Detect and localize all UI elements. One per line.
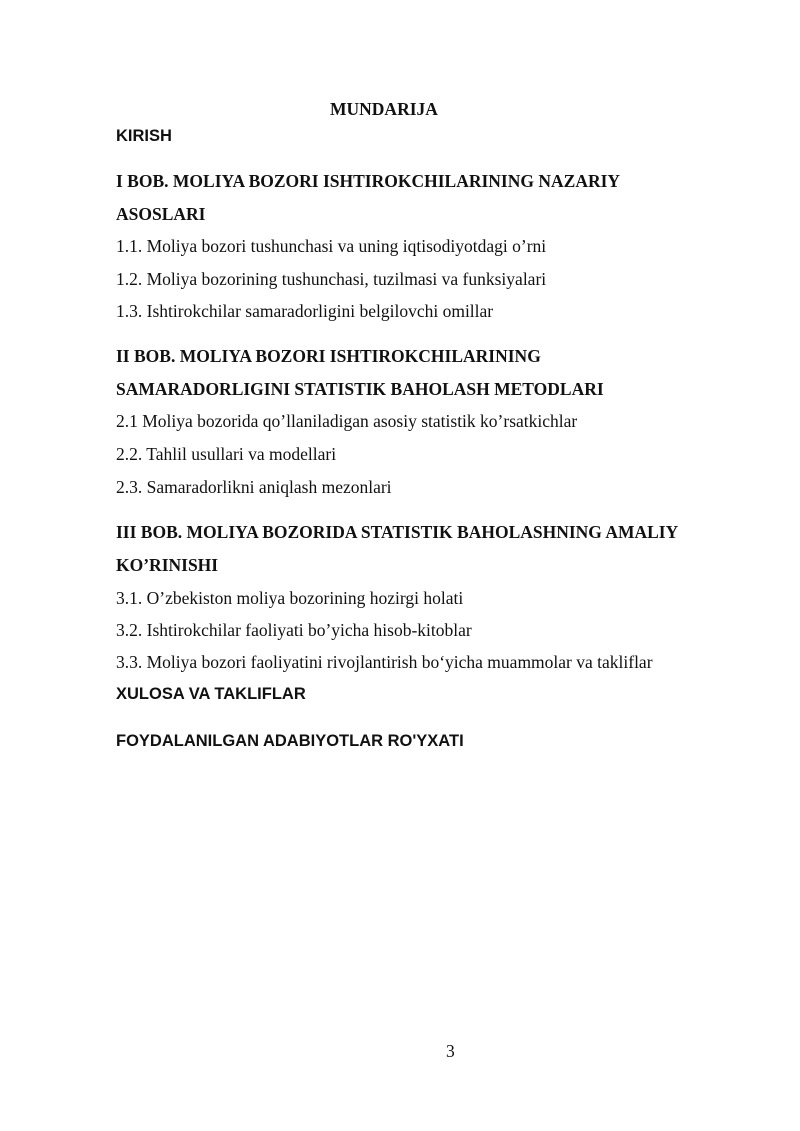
toc-conclusion: XULOSA VA TAKLIFLAR bbox=[116, 685, 306, 703]
toc-item-2-2: 2.2. Tahlil usullari va modellari bbox=[116, 444, 337, 464]
chapter1-heading-line1: I BOB. MOLIYA BOZORI ISHTIROKCHILARINING NAZARIY bbox=[116, 171, 621, 191]
toc-item-2-1: 2.1 Moliya bozorida qo’llaniladigan asosiy statistik ko’rsatkichlar bbox=[116, 411, 578, 431]
toc-item-1-3: 1.3. Ishtirokchilar samaradorligini belgilovchi omillar bbox=[116, 301, 494, 321]
chapter1-heading-line2: ASOSLARI bbox=[116, 204, 206, 224]
toc-references: FOYDALANILGAN ADABIYOTLAR RO'YXATI bbox=[116, 732, 464, 750]
toc-item-1-1: 1.1. Moliya bozori tushunchasi va uning iqtisodiyotdagi o’rni bbox=[116, 236, 547, 256]
chapter3-heading-line2: KO’RINISHI bbox=[116, 555, 219, 575]
chapter3-heading-line1: III BOB. MOLIYA BOZORIDA STATISTIK BAHOLASHNING AMALIY bbox=[116, 522, 679, 542]
toc-item-2-3: 2.3. Samaradorlikni aniqlash mezonlari bbox=[116, 477, 392, 497]
toc-item-3-3: 3.3. Moliya bozori faoliyatini rivojlantirish bo‘yicha muammolar va takliflar bbox=[116, 652, 653, 672]
toc-item-3-1: 3.1. O’zbekiston moliya bozorining hozirgi holati bbox=[116, 588, 464, 608]
toc-intro: KIRISH bbox=[116, 127, 172, 145]
page-title: MUNDARIJA bbox=[330, 99, 438, 119]
chapter2-heading-line2: SAMARADORLIGINI STATISTIK BAHOLASH METODLARI bbox=[116, 379, 604, 399]
chapter2-heading-line1: II BOB. MOLIYA BOZORI ISHTIROKCHILARINING bbox=[116, 346, 541, 366]
toc-item-1-2: 1.2. Moliya bozorining tushunchasi, tuzilmasi va funksiyalari bbox=[116, 269, 547, 289]
toc-item-3-2: 3.2. Ishtirokchilar faoliyati bo’yicha hisob-kitoblar bbox=[116, 620, 472, 640]
page-number: 3 bbox=[446, 1041, 455, 1061]
